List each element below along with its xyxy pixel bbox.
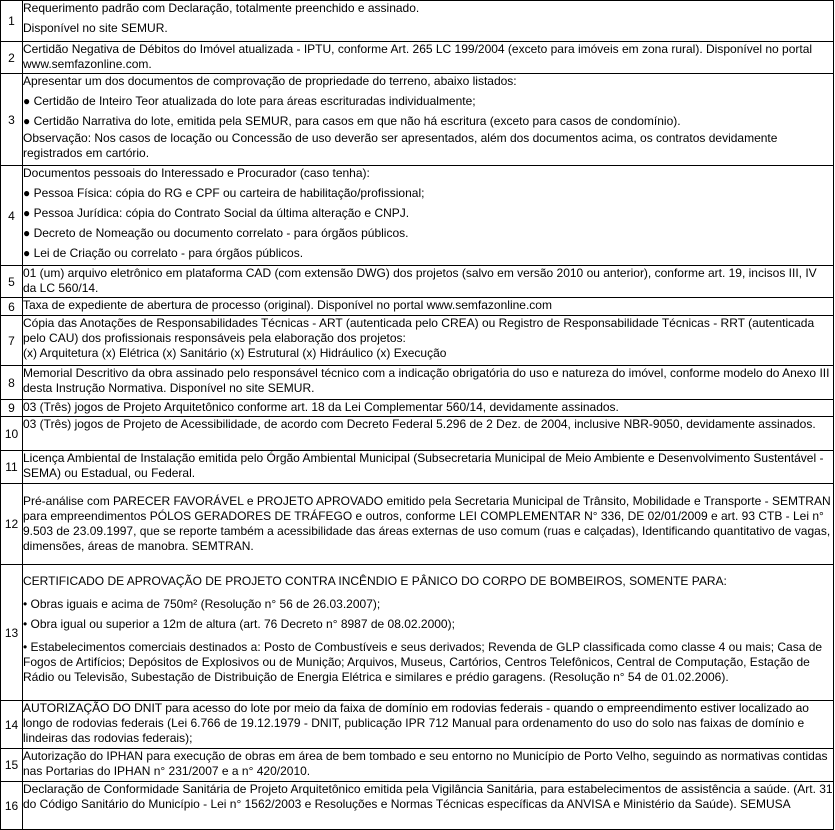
row-number: 9 xyxy=(1,400,23,417)
row-line: ● Decreto de Nomeação ou documento correlato - para órgãos públicos. xyxy=(23,226,409,240)
row-number: 12 xyxy=(1,484,23,565)
row-line: Autorização do IPHAN para execução de obras em área de bem tombado e seu entorno no Município de Porto Velho, seguindo as normativas contidas nas Portarias do IPHAN n° 231/2007 e a n° 420/2010. xyxy=(23,749,828,778)
row-number: 8 xyxy=(1,366,23,400)
row-line: AUTORIZAÇÃO DO DNIT para acesso do lote por meio da faixa de domínio em rodovias federais - quando o empreendimento estiver localizado ao longo de rodovias federais (Lei 6.766 de 19.12.1979 - DNIT, publicação IPR 712 Manual para ordenamento do uso do solo nas faixas de domínio e lindeiras das rodovias federais); xyxy=(23,701,809,745)
row-line: Declaração de Conformidade Sanitária de Projeto Arquitetônico emitida pela Vigilância Sanitária, para estabelecimentos de assistência a saúde. (Art. 31 do Código Sanitário do Município - Lei n° 1562/2003 e Resoluções e Normas Técnicas específicas da ANVISA e Ministério da Saúde). SEMUSA xyxy=(23,782,833,811)
row-line: Requerimento padrão com Declaração, totalmente preenchido e assinado. xyxy=(23,1,420,15)
row-number: 13 xyxy=(1,565,23,701)
row-content xyxy=(23,451,834,484)
row-line: • Obra igual ou superior a 12m de altura (art. 76 Decreto n° 8987 de 08.02.2000); xyxy=(23,617,455,631)
row-line: • Obras iguais e acima de 750m² (Resolução n° 56 de 26.03.2007); xyxy=(23,597,381,611)
row-line: ● Certidão de Inteiro Teor atualizada do lote para áreas escrituradas individualmente; xyxy=(23,94,476,108)
row-content xyxy=(23,266,834,298)
table-row xyxy=(1,166,834,266)
row-line: Taxa de expediente de abertura de processo (original). Disponível no portal www.semfazonline.com xyxy=(23,298,552,312)
row-line: ● Pessoa Física: cópia do RG e CPF ou carteira de habilitação/profissional; xyxy=(23,186,425,200)
row-content xyxy=(23,74,834,166)
row-line: Certidão Negativa de Débitos do Imóvel atualizada - IPTU, conforme Art. 265 LC 199/2004 (exceto para imóveis em zona rural). Disponível no portal www.semfazonline.com. xyxy=(23,42,813,71)
row-line: ● Pessoa Jurídica: cópia do Contrato Social da última alteração e CNPJ. xyxy=(23,206,410,220)
row-content xyxy=(23,749,834,782)
row-line: 03 (Três) jogos de Projeto de Acessibilidade, de acordo com Decreto Federal 5.296 de 2 Dez. de 2004, inclusive NBR-9050, devidamente assinados. xyxy=(23,417,816,431)
row-line: 03 (Três) jogos de Projeto Arquitetônico conforme art. 18 da Lei Complementar 560/14, devidamente assinados. xyxy=(23,400,619,414)
row-content xyxy=(23,298,834,316)
row-line: Memorial Descritivo da obra assinado pelo responsável técnico com a indicação obrigatória do uso e natureza do imóvel, conforme modelo do Anexo III desta Instrução Normativa. Disponível no site SEMUR. xyxy=(23,366,830,395)
row-number: 10 xyxy=(1,417,23,451)
row-line: CERTIFICADO DE APROVAÇÃO DE PROJETO CONTRA INCÊNDIO E PÂNICO DO CORPO DE BOMBEIROS, SOMENTE PARA: xyxy=(23,574,727,588)
row-content xyxy=(23,484,834,565)
row-content xyxy=(23,400,834,417)
table-row xyxy=(1,701,834,749)
row-number: 7 xyxy=(1,316,23,366)
row-content xyxy=(23,366,834,400)
row-content xyxy=(23,316,834,366)
table-row xyxy=(1,316,834,366)
row-number: 6 xyxy=(1,298,23,316)
table-row xyxy=(1,565,834,701)
row-content xyxy=(23,42,834,74)
table-row xyxy=(1,266,834,298)
row-content xyxy=(23,782,834,830)
row-content xyxy=(23,417,834,451)
row-number: 5 xyxy=(1,266,23,298)
row-number: 2 xyxy=(1,42,23,74)
table-row xyxy=(1,1,834,42)
row-line: Documentos pessoais do Interessado e Procurador (caso tenha): xyxy=(23,166,370,180)
table-row xyxy=(1,484,834,565)
row-line: Licença Ambiental de Instalação emitida pelo Órgão Ambiental Municipal (Subsecretaria Municipal de Meio Ambiente e Desenvolvimento Sustentável - SEMA) ou Estadual, ou Federal. xyxy=(23,451,824,480)
row-line: ● Lei de Criação ou correlato - para órgãos públicos. xyxy=(23,246,304,260)
row-line: Cópia das Anotações de Responsabilidades Técnicas - ART (autenticada pelo CREA) ou Registro de Responsabilidade Técnicas - RRT (autenticada pelo CAU) dos profissionais responsáveis pela elaboração dos projetos: xyxy=(23,316,815,345)
row-number: 14 xyxy=(1,701,23,749)
row-content xyxy=(23,1,834,42)
table-row xyxy=(1,451,834,484)
table-row xyxy=(1,74,834,166)
row-line: ● Certidão Narrativa do lote, emitida pela SEMUR, para casos em que não há escritura (exceto para casos de condomínio). xyxy=(23,114,681,128)
row-line: • Estabelecimentos comerciais destinados a: Posto de Combustíveis e seus derivados; Revenda de GLP classificada como classe 4 ou mais; Casa de Fogos de Artifícios; Depósitos de Explosivos ou de Munição; Arquivos, Museus, Cartórios, Centros Telefônicos, Central de Computação, Estação de Rádio ou Televisão, Subestação de Distribuição de Energia Elétrica e similares e prédio garagens. (Resolução n° 54 de 01.02.2006). xyxy=(23,640,823,684)
row-number: 4 xyxy=(1,166,23,266)
row-content xyxy=(23,701,834,749)
row-line: Pré-análise com PARECER FAVORÁVEL e PROJETO APROVADO emitido pela Secretaria Municipal de Trânsito, Mobilidade e Transporte - SEMTRAN para empreendimentos PÓLOS GERADORES DE TRÁFEGO e outros, conforme LEI COMPLEMENTAR N° 336, DE 02/01/2009 e art. 93 CTB - Lei n° 9.503 de 23.09.1997, que se reporte também a acessibilidade das áreas externas de uso comum (ruas e calçadas), Identificando quantitativo de vagas, dimensões, áreas de manobra. SEMTRAN. xyxy=(23,494,831,553)
row-number: 15 xyxy=(1,749,23,782)
row-content xyxy=(23,565,834,701)
row-number: 16 xyxy=(1,782,23,830)
table-row xyxy=(1,400,834,417)
row-content xyxy=(23,166,834,266)
row-line: 01 (um) arquivo eletrônico em plataforma CAD (com extensão DWG) dos projetos (salvo em versão 2010 ou anterior), conforme art. 19, incisos III, IV da LC 560/14. xyxy=(23,266,817,295)
row-number: 3 xyxy=(1,74,23,166)
row-line: Apresentar um dos documentos de comprovação de propriedade do terreno, abaixo listados: xyxy=(23,74,517,88)
row-line: (x) Arquitetura (x) Elétrica (x) Sanitário (x) Estrutural (x) Hidráulico (x) Execução xyxy=(23,346,447,360)
row-line: Observação: Nos casos de locação ou Concessão de uso deverão ser apresentados, além dos documentos acima, os contratos devidamente registrados em cartório. xyxy=(23,131,778,160)
table-row xyxy=(1,366,834,400)
table-row xyxy=(1,782,834,830)
row-number: 11 xyxy=(1,451,23,484)
row-number: 1 xyxy=(1,1,23,42)
table-row xyxy=(1,298,834,316)
table-row xyxy=(1,417,834,451)
row-line: Disponível no site SEMUR. xyxy=(23,21,168,35)
table-row xyxy=(1,42,834,74)
table-row xyxy=(1,749,834,782)
